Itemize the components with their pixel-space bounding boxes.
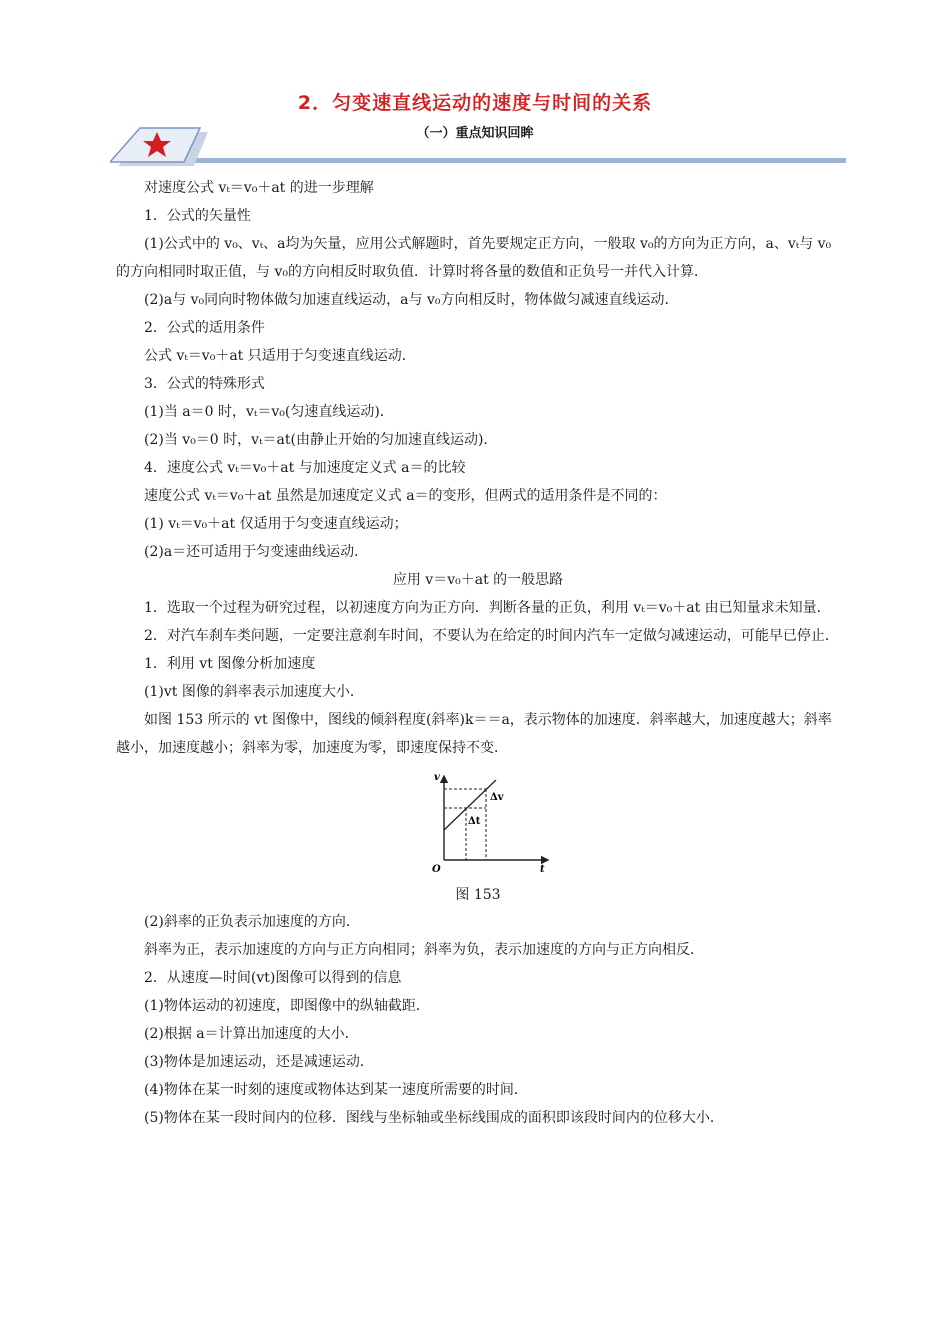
paragraph: (1) vₜ＝v₀＋at 仅适用于匀变速直线运动； [144,516,408,532]
delta-v-label: Δv [490,792,504,803]
paragraph: 如图 153 所示的 vt 图像中，图线的倾斜程度(斜率)k＝＝a，表示物体的加速度．斜率越大，加速度越大；斜率越小，加速度越小；斜率为零，加速度为零，即速度保持不变． [116,712,832,756]
paragraph: 速度公式 vₜ＝v₀＋at 虽然是加速度定义式 a＝的变形，但两式的适用条件是不同的： [144,488,667,504]
origin-label: O [432,864,441,874]
paragraph: 3．公式的特殊形式 [144,376,265,392]
vt-graph [428,770,554,874]
paragraph: (2)根据 a＝计算出加速度的大小． [144,1026,359,1042]
delta-t-label: Δt [468,816,481,827]
banner-rule [190,158,846,163]
paragraph: (2)当 v₀＝0 时，vₜ＝at(由静止开始的匀加速直线运动)． [144,432,498,448]
paragraph-list [116,174,840,762]
paragraph: (2)斜率的正负表示加速度的方向． [144,914,360,930]
figure-caption: 图 153 [455,887,501,903]
paragraph: (2)a与 v₀同向时物体做匀加速直线运动，a与 v₀方向相反时，物体做匀减速直线运动． [144,292,679,308]
paragraph: (1)公式中的 v₀、vₜ、a均为矢量，应用公式解题时，首先要规定正方向，一般取 v₀的方向为正方向，a、vₜ与 v₀的方向相同时取正值，与 v₀的方向相反时取负值．计算时将各量的数值和正负号一并代入计算． [116,236,832,280]
paragraph: 公式 vₜ＝v₀＋at 只适用于匀变速直线运动． [144,348,416,364]
paragraph: (4)物体在某一时刻的速度或物体达到某一速度所需要的时间． [144,1082,528,1098]
paragraph: 4．速度公式 vₜ＝v₀＋at 与加速度定义式 a＝的比较 [144,460,466,476]
paragraph: 2．对汽车刹车类问题，一定要注意刹车时间，不要认为在给定的时间内汽车一定做匀减速运动，可能早已停止． [144,628,839,644]
paragraph: 应用 v＝v₀＋at 的一般思路 [392,572,564,588]
paragraph: (2)a＝还可适用于匀变速曲线运动． [144,544,369,560]
paragraph: (5)物体在某一段时间内的位移．图线与坐标轴或坐标线围成的面积即该段时间内的位移大小． [144,1110,724,1126]
paragraph: (1)vt 图像的斜率表示加速度大小． [144,684,364,700]
section-banner [110,126,850,168]
paragraph: 1．公式的矢量性 [144,208,251,224]
paragraph: (1)物体运动的初速度，即图像中的纵轴截距． [144,998,430,1014]
content-body [116,174,840,1132]
paragraph: (1)当 a＝0 时，vₜ＝v₀(匀速直线运动)． [144,404,394,420]
paragraph: 2．从速度—时间(vt)图像可以得到的信息 [144,970,402,986]
page-title: 2．匀变速直线运动的速度与时间的关系 [297,92,653,114]
paragraph: 1．选取一个过程为研究过程，以初速度方向为正方向．判断各量的正负，利用 vₜ＝v₀＋at 由已知量求未知量． [144,600,831,616]
paragraph: (3)物体是加速运动，还是减速运动． [144,1054,374,1070]
paragraph: 2．公式的适用条件 [144,320,265,336]
paragraph: 对速度公式 vₜ＝v₀＋at 的进一步理解 [144,180,374,196]
section-subtitle: （一）重点知识回眸 [416,126,534,141]
axis-label-t: t [540,864,545,874]
vt-figure [116,770,840,882]
paragraph: 1．利用 vt 图像分析加速度 [144,656,316,672]
axis-label-v: v [434,772,440,783]
paragraph: 斜率为正，表示加速度的方向与正方向相同；斜率为负，表示加速度的方向与正方向相反． [144,942,704,958]
paragraph-list-2 [116,908,840,1132]
